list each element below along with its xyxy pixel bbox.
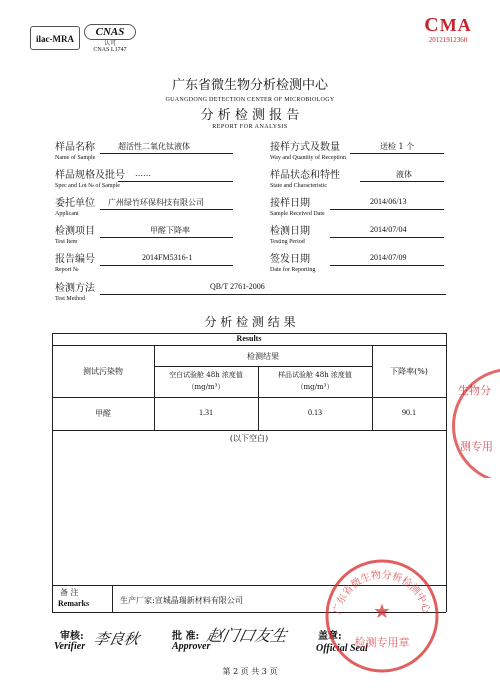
cell-sample: 0.13	[308, 408, 322, 417]
state-label: 样品状态和特性	[270, 170, 340, 181]
remarks-text: 生产厂家:宣城晶瑞新材料有限公司	[120, 596, 243, 605]
applicant-en: Applicant	[55, 211, 79, 217]
verifier-signature: 李良秋	[91, 630, 141, 648]
seal-label-en: Official Seal	[316, 643, 368, 654]
report-date-en: Date for Reporting	[270, 267, 316, 273]
way-label: 接样方式及数量	[270, 142, 340, 153]
test-method-label: 检测方法	[55, 283, 95, 294]
report-title-en: REPORT FOR ANALYSIS	[212, 124, 288, 130]
report-no-en: Report №	[55, 267, 79, 273]
cma-number: 20121912360	[428, 36, 468, 44]
applicant-label: 委托单位	[55, 198, 95, 209]
cnas-sub: 认可	[103, 40, 116, 47]
results-title: 分 析 检 测 结 果	[204, 315, 296, 329]
blank-note: (以下空白)	[229, 434, 269, 443]
verifier-label-en: Verifier	[54, 641, 86, 652]
sample-name-en: Name of Sample	[55, 155, 96, 161]
col-sample-header: 样品试验舱 48h 浓度值	[278, 371, 352, 379]
col-pollutant-header: 测试污染物	[83, 367, 123, 376]
seal-arc-text: 广东省微生物分析检测中心	[332, 569, 432, 616]
received-value: 2014/06/13	[370, 197, 407, 206]
seal-label: 盖章:	[318, 631, 342, 642]
way-value: 送检 1 个	[380, 142, 415, 151]
state-value: 液体	[396, 170, 412, 179]
test-item-value: 甲醛下降率	[150, 226, 190, 235]
remarks-label: 备 注	[60, 588, 79, 597]
test-method-value: QB/T 2761-2006	[210, 282, 265, 291]
report-date-label: 签发日期	[270, 254, 310, 265]
received-label: 接样日期	[270, 198, 310, 209]
cma-logo	[420, 14, 476, 50]
testing-period-label: 检测日期	[270, 226, 310, 237]
state-en: State and Characteristic	[270, 183, 327, 189]
ilac-mra-label: ilac-MRA	[36, 34, 74, 44]
report-no-value: 2014FM5316-1	[142, 253, 193, 262]
spec-en: Spec and Lot № of Sample	[55, 183, 120, 189]
cnas-logo	[84, 24, 136, 54]
testing-period-en: Testing Period	[270, 239, 305, 245]
seal-graphic	[322, 556, 442, 676]
spec-label: 样品规格及批号	[55, 170, 125, 181]
edge-stamp-text-top: 生物分	[458, 384, 491, 397]
way-en: Way and Quantity of Reception	[270, 155, 346, 161]
official-seal-stamp	[322, 556, 442, 676]
ilac-mra-logo	[30, 26, 80, 50]
cell-blank: 1.31	[199, 408, 213, 417]
test-method-en: Test Method	[55, 296, 86, 302]
col-blank-unit: （mg/m³）	[187, 383, 225, 391]
test-item-en: Test Item	[55, 239, 78, 245]
approver-label: 批 准:	[172, 631, 200, 642]
test-item-label: 检测项目	[55, 226, 95, 237]
cnas-label: CNAS	[84, 24, 136, 40]
applicant-value: 广州绿竹环保科技有限公司	[108, 198, 204, 207]
edge-stamp-text-bottom: 测专用	[460, 440, 493, 453]
edge-stamp	[452, 368, 500, 478]
testing-period-value: 2014/07/04	[370, 225, 407, 234]
results-en-title: Results	[236, 334, 262, 343]
col-sample-unit: （mg/m³）	[296, 383, 334, 391]
sample-name-label: 样品名称	[55, 142, 95, 153]
report-no-label: 报告编号	[55, 254, 95, 265]
remarks-label-en: Remarks	[58, 599, 90, 608]
cma-label: CMA	[424, 14, 472, 36]
cell-rate: 90.1	[402, 408, 416, 417]
report-date-value: 2014/07/09	[370, 253, 407, 262]
cell-pollutant: 甲醛	[95, 409, 111, 418]
verifier-label: 审核:	[60, 631, 84, 642]
center-title-en: GUANGDONG DETECTION CENTER OF MICROBIOLOGY	[165, 97, 335, 103]
seal-center-text: 检测专用章	[354, 636, 410, 649]
approver-label-en: Approver	[172, 641, 211, 652]
col-blank-header: 空白试验舱 48h 浓度值	[169, 371, 243, 379]
received-en: Sample Received Date	[270, 211, 325, 217]
cnas-code: CNAS L1747	[93, 47, 127, 53]
spec-value: ……	[135, 169, 151, 178]
report-title: 分 析 检 测 报 告	[200, 108, 300, 123]
sample-name-value: 超活性二氧化钛液体	[118, 142, 190, 151]
approver-signature: 赵门口友生	[204, 626, 289, 645]
page-number: 第 2 页 共 3 页	[222, 667, 278, 676]
col-results-header: 检测结果	[247, 352, 279, 361]
col-rate-header: 下降率(%)	[390, 367, 428, 376]
center-title: 广东省微生物分析检测中心	[171, 78, 328, 93]
seal-star: ★	[373, 599, 391, 623]
